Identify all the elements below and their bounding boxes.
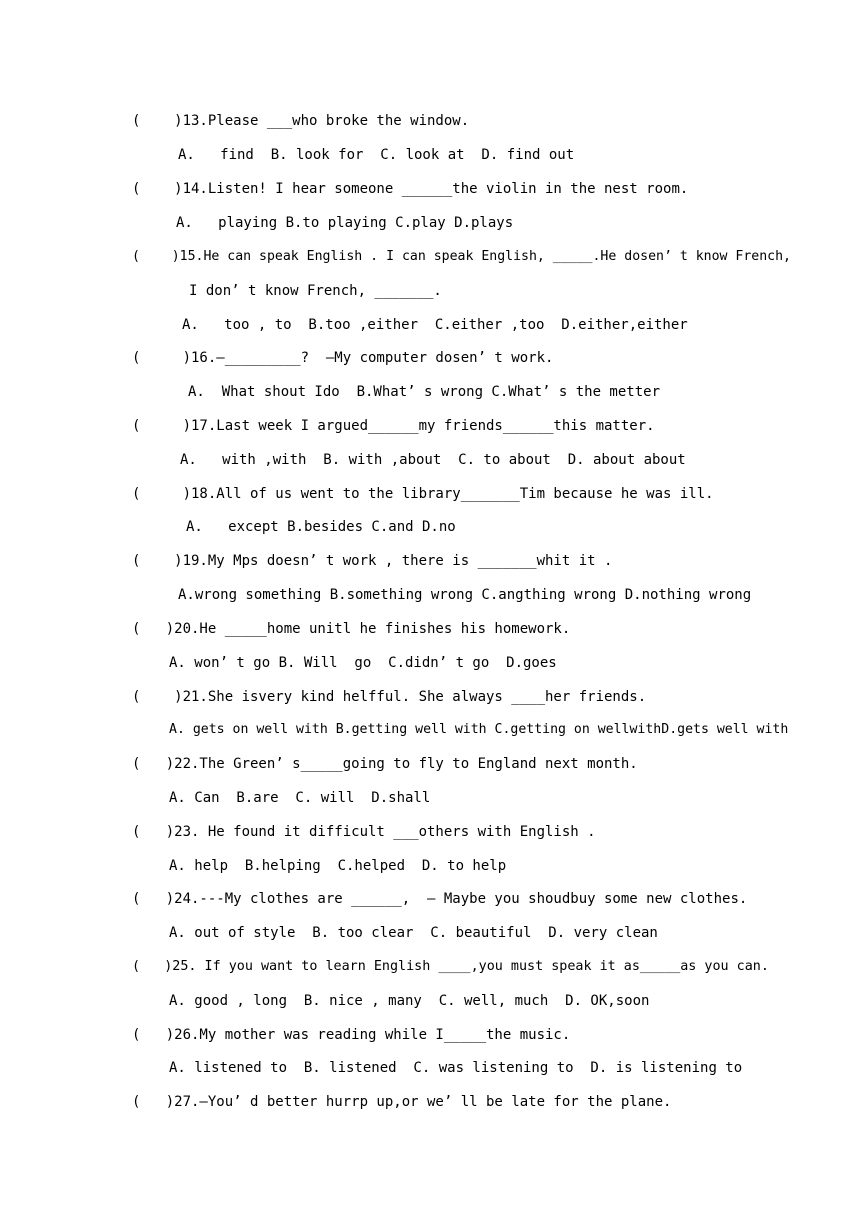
question-18: ( )18.All of us went to the library_______Tim because he was ill. [132,486,714,502]
question-15: ( )15.He can speak English . I can speak English, _____.He dosen’ t know French, [132,249,791,264]
options-23: A. help B.helping C.helped D. to help [169,858,507,874]
question-27: ( )27.—You’ d better hurrp up,or we’ ll be late for the plane. [132,1094,672,1110]
question-13: ( )13.Please ___who broke the window. [132,113,470,129]
question-22: ( )22.The Green’ s_____going to fly to England next month. [132,756,638,772]
options-14: A. playing B.to playing C.play D.plays [176,215,514,231]
options-16: A. What shout Ido B.What’ s wrong C.What’ s the metter [188,384,661,400]
options-15: A. too , to B.too ,either C.either ,too D.either,either [182,317,688,333]
question-19: ( )19.My Mps doesn’ t work , there is _______whit it . [132,553,613,569]
question-20: ( )20.He _____home unitl he finishes his homework. [132,621,571,637]
question-24: ( )24.---My clothes are ______, — Maybe you shoudbuy some new clothes. [132,891,748,907]
question-17: ( )17.Last week I argued______my friends______this matter. [132,418,655,434]
options-17: A. with ,with B. with ,about C. to about D. about about [180,452,686,468]
options-22: A. Can B.are C. will D.shall [169,790,431,806]
options-21: A. gets on well with B.getting well with C.getting on wellwithD.gets well with [169,722,789,737]
options-19: A.wrong something B.something wrong C.angthing wrong D.nothing wrong [178,587,752,603]
options-13: A. find B. look for C. look at D. find out [178,147,575,163]
question-14: ( )14.Listen! I hear someone ______the violin in the nest room. [132,181,689,197]
question-23: ( )23. He found it difficult ___others with English . [132,824,596,840]
question-15-continued: I don’ t know French, _______. [189,283,442,299]
question-16: ( )16.—_________? —My computer dosen’ t work. [132,350,554,366]
options-26: A. listened to B. listened C. was listening to D. is listening to [169,1060,743,1076]
question-21: ( )21.She isvery kind helfful. She always ____her friends. [132,689,647,705]
options-25: A. good , long B. nice , many C. well, much D. OK,soon [169,993,650,1009]
options-18: A. except B.besides C.and D.no [186,519,456,535]
options-20: A. won’ t go B. Will go C.didn’ t go D.goes [169,655,557,671]
options-24: A. out of style B. too clear C. beautiful D. very clean [169,925,658,941]
question-26: ( )26.My mother was reading while I_____the music. [132,1027,571,1043]
question-25: ( )25. If you want to learn English ____,you must speak it as_____as you can. [132,959,769,974]
